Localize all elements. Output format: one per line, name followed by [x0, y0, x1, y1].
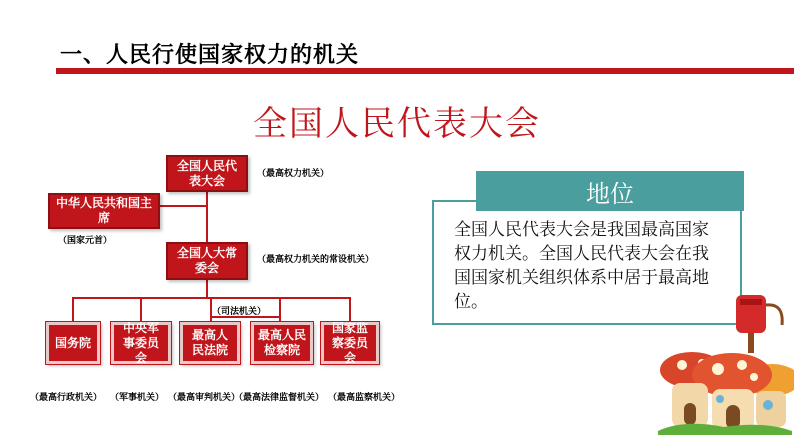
mushroom-house-illustration — [654, 285, 794, 435]
president-note: （国家元首） — [58, 236, 113, 246]
judicial-note: （司法机关） — [212, 307, 267, 317]
president-box: 中华人民共和国主席 — [48, 193, 160, 229]
military-commission-note: （军事机关） — [110, 393, 165, 403]
title-underline — [56, 68, 794, 74]
supreme-court-box: 最高人民法院 — [180, 322, 240, 364]
connector-president — [160, 205, 208, 207]
connector-drop-1 — [72, 297, 74, 322]
main-heading: 全国人民代表大会 — [253, 104, 541, 144]
status-card-heading: 地位 — [476, 171, 744, 211]
connector-drop-5 — [349, 297, 351, 322]
standing-committee-box: 全国人大常委会 — [166, 242, 248, 280]
connector-standing-down — [206, 279, 208, 298]
military-commission-box: 中央军事委员会 — [111, 322, 171, 364]
supervisory-commission-note: （最高监察机关） — [328, 393, 401, 403]
connector-drop-4 — [279, 297, 281, 322]
npc-box: 全国人民代表大会 — [166, 155, 248, 192]
status-card-text: 全国人民代表大会是我国最高国家权力机关。全国人民代表大会在我国国家机关组织体系中居于最高地位。 — [454, 220, 709, 312]
standing-committee-note: （最高权力机关的常设机关） — [257, 255, 375, 265]
state-council-note: （最高行政机关） — [30, 393, 103, 403]
connector-npc-down — [206, 190, 208, 244]
state-council-box: 国务院 — [46, 322, 100, 364]
page-title: 一、人民行使国家权力的机关 — [60, 43, 360, 68]
procuratorate-box: 最高人民检察院 — [251, 322, 313, 364]
connector-drop-2 — [140, 297, 142, 322]
npc-note: （最高权力机关） — [257, 169, 330, 179]
supreme-court-note: （最高审判机关） — [168, 393, 241, 403]
procuratorate-note: （最高法律监督机关） — [234, 393, 325, 403]
supervisory-commission-box: 国家监察委员会 — [321, 322, 379, 364]
